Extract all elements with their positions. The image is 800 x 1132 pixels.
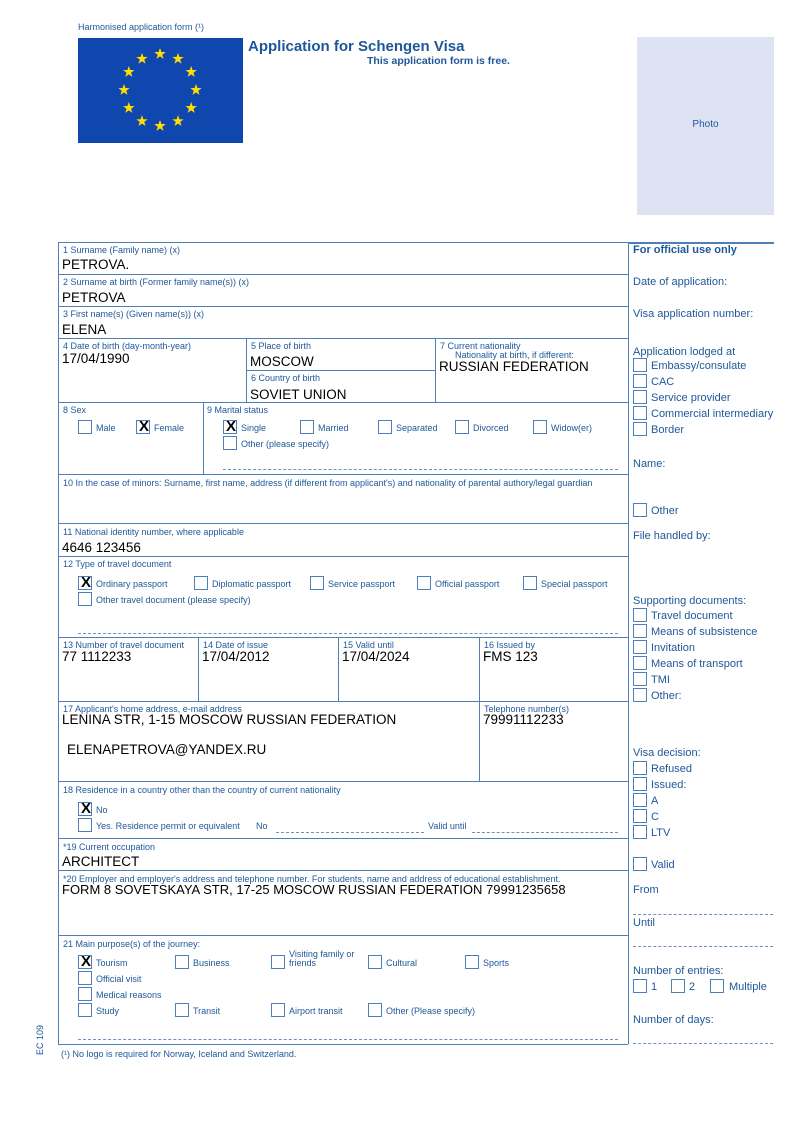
form-subtitle: This application form is free.	[367, 55, 510, 67]
visiting-checkbox[interactable]	[271, 955, 285, 969]
telephone-label: Telephone number(s)	[484, 704, 570, 714]
subsistence-checkbox[interactable]	[633, 624, 647, 638]
cultural-checkbox[interactable]	[368, 955, 382, 969]
entries-multiple-checkbox[interactable]	[710, 979, 724, 993]
valid-label: Valid	[651, 859, 675, 871]
nationality-value[interactable]: RUSSIAN FEDERATION	[439, 359, 589, 374]
eu-star-icon	[172, 115, 183, 126]
diplomatic-passport-label: Diplomatic passport	[212, 579, 292, 589]
dob-value[interactable]: 17/04/1990	[62, 351, 130, 366]
date-of-issue-value[interactable]: 17/04/2012	[202, 649, 270, 664]
official-name-label: Name:	[633, 458, 666, 470]
sup-other-label: Other:	[651, 690, 682, 702]
home-address-value[interactable]: LENINA STR, 1-15 MOSCOW RUSSIAN FEDERATION	[62, 712, 397, 727]
telephone-value[interactable]: 79991112233	[483, 712, 564, 727]
first-name-value[interactable]: ELENA	[62, 322, 107, 337]
email-value[interactable]: ELENAPETROVA@YANDEX.RU	[67, 742, 267, 757]
subsistence-label: Means of subsistence	[651, 626, 758, 638]
employer-label: *20 Employer and employer's address and telephone number. For students, name and address of educational establishment.	[63, 874, 561, 884]
diplomatic-passport-checkbox[interactable]	[194, 576, 208, 590]
embassy-checkbox[interactable]	[633, 358, 647, 372]
ltv-checkbox[interactable]	[633, 825, 647, 839]
employer-value[interactable]: FORM 8 SOVETSKAYA STR, 17-25 MOSCOW RUSSIAN FEDERATION 79991235658	[62, 882, 566, 897]
eu-star-icon	[172, 53, 183, 64]
ordinary-passport-checkbox[interactable]	[78, 576, 92, 590]
nationality-birth-label: Nationality at birth, if different:	[455, 350, 574, 360]
sports-label: Sports	[483, 958, 510, 968]
surname-at-birth-value[interactable]: PETROVA	[62, 290, 126, 305]
number-of-days-label: Number of days:	[633, 1014, 714, 1026]
male-label: Male	[96, 423, 116, 433]
divorced-label: Divorced	[473, 423, 509, 433]
ltv-label: LTV	[651, 827, 671, 839]
special-passport-checkbox[interactable]	[523, 576, 537, 590]
official-use-title: For official use only	[633, 244, 737, 256]
eu-star-icon	[190, 84, 201, 95]
date-of-issue-label: 14 Date of issue	[203, 640, 269, 650]
commercial-label: Commercial intermediary	[651, 408, 774, 420]
minors-label: 10 In the case of minors: Surname, first name, address (if different from applicant's) and nationality of parental authory/legal guardian	[63, 478, 593, 488]
nationality-label: 7 Current nationality	[440, 341, 521, 351]
valid-until-value[interactable]: 17/04/2024	[342, 649, 410, 664]
entries-1-label: 1	[651, 981, 658, 993]
sports-checkbox[interactable]	[465, 955, 479, 969]
purpose-other-checkbox[interactable]	[368, 1003, 382, 1017]
form-code: EC 109	[35, 1024, 45, 1056]
marital-other-label: Other (please specify)	[241, 439, 330, 449]
official-passport-label: Official passport	[435, 579, 500, 589]
national-id-label: 11 National identity number, where applicable	[63, 527, 244, 537]
cac-label: CAC	[651, 376, 675, 388]
entries-2-checkbox[interactable]	[671, 979, 685, 993]
first-name-label: 3 First name(s) (Given name(s)) (x)	[63, 309, 205, 319]
official-passport-checkbox[interactable]	[417, 576, 431, 590]
visa-a-label: A	[651, 795, 659, 807]
transport-checkbox[interactable]	[633, 656, 647, 670]
sup-travel-doc-label: Travel document	[651, 610, 733, 622]
medical-label: Medical reasons	[96, 990, 162, 1000]
service-provider-label: Service provider	[651, 392, 731, 404]
residence-yes-label: Yes. Residence permit or equivalent	[96, 821, 240, 831]
cultural-label: Cultural	[386, 958, 418, 968]
border-checkbox[interactable]	[633, 422, 647, 436]
sup-travel-doc-checkbox[interactable]	[633, 608, 647, 622]
invitation-label: Invitation	[651, 642, 696, 654]
widow-label: Widow(er)	[551, 423, 593, 433]
visa-c-label: C	[651, 811, 659, 823]
study-checkbox[interactable]	[78, 1003, 92, 1017]
visa-a-checkbox[interactable]	[633, 793, 647, 807]
married-label: Married	[318, 423, 349, 433]
other-travel-doc-checkbox[interactable]	[78, 592, 92, 606]
eu-star-icon	[154, 48, 165, 59]
tourism-checkbox[interactable]	[78, 955, 92, 969]
travel-doc-number-label: 13 Number of travel document	[63, 640, 185, 650]
service-passport-label: Service passport	[328, 579, 396, 589]
eu-star-icon	[185, 66, 196, 77]
place-of-birth-label: 5 Place of birth	[251, 341, 312, 351]
business-label: Business	[193, 958, 230, 968]
refused-checkbox[interactable]	[633, 761, 647, 775]
other-travel-doc-label: Other travel document (please specify)	[96, 595, 251, 605]
harmonised-label: Harmonised application form (¹)	[78, 22, 205, 32]
visa-c-checkbox[interactable]	[633, 809, 647, 823]
widow-checkbox[interactable]	[533, 420, 547, 434]
occupation-label: *19 Current occupation	[63, 842, 156, 852]
official-visit-label: Official visit	[96, 974, 142, 984]
sex-label: 8 Sex	[63, 405, 87, 415]
marital-other-checkbox[interactable]	[223, 436, 237, 450]
place-of-birth-value[interactable]: MOSCOW	[250, 354, 314, 369]
service-passport-checkbox[interactable]	[310, 576, 324, 590]
sup-other-checkbox[interactable]	[633, 688, 647, 702]
married-checkbox[interactable]	[300, 420, 314, 434]
official-visit-checkbox[interactable]	[78, 971, 92, 985]
entries-1-checkbox[interactable]	[633, 979, 647, 993]
entries-multiple-label: Multiple	[729, 981, 767, 993]
ordinary-passport-label: Ordinary passport	[96, 579, 168, 589]
official-other-label: Other	[651, 505, 679, 517]
airport-transit-label: Airport transit	[289, 1006, 343, 1016]
commercial-checkbox[interactable]	[633, 406, 647, 420]
transit-label: Transit	[193, 1006, 221, 1016]
airport-transit-checkbox[interactable]	[271, 1003, 285, 1017]
dob-label: 4 Date of birth (day-month-year)	[63, 341, 192, 351]
single-checkbox[interactable]	[223, 420, 237, 434]
residence-no-check-mark: X	[80, 800, 91, 817]
file-handled-label: File handled by:	[633, 530, 711, 542]
male-checkbox[interactable]	[78, 420, 92, 434]
eu-star-icon	[118, 84, 129, 95]
tourism-label: Tourism	[96, 958, 128, 968]
issued-by-label: 16 Issued by	[484, 640, 536, 650]
residence-no-checkbox[interactable]	[78, 802, 92, 816]
female-check-mark: X	[138, 418, 149, 435]
home-address-label: 17 Applicant's home address, e-mail address	[63, 704, 242, 714]
residence-permit-no-label: No	[256, 821, 268, 831]
single-label: Single	[241, 423, 267, 433]
travel-doc-type-label: 12 Type of travel document	[63, 559, 172, 569]
tourism-check-mark: X	[80, 953, 91, 970]
eu-star-icon	[136, 115, 147, 126]
date-of-application-label: Date of application:	[633, 276, 728, 288]
medical-checkbox[interactable]	[78, 987, 92, 1001]
tmi-checkbox[interactable]	[633, 672, 647, 686]
eu-star-icon	[123, 102, 134, 113]
residence-valid-label: Valid until	[428, 821, 467, 831]
valid-checkbox[interactable]	[633, 857, 647, 871]
border-label: Border	[651, 424, 685, 436]
purpose-other-label: Other (Please specify)	[386, 1006, 476, 1016]
visiting-label-1: Visiting family or	[289, 949, 355, 959]
country-of-birth-label: 6 Country of birth	[251, 373, 321, 383]
special-passport-label: Special passport	[541, 579, 608, 589]
form-title: Application for Schengen Visa	[248, 38, 465, 55]
eu-star-icon	[154, 120, 165, 131]
photo-box[interactable]	[637, 37, 774, 215]
visa-decision-label: Visa decision:	[633, 747, 701, 759]
entries-label: Number of entries:	[633, 965, 724, 977]
divorced-checkbox[interactable]	[455, 420, 469, 434]
issued-checkbox[interactable]	[633, 777, 647, 791]
marital-status-label: 9 Marital status	[207, 405, 269, 415]
tmi-label: TMI	[651, 674, 670, 686]
occupation-value[interactable]: ARCHITECT	[62, 854, 140, 869]
footer-note: (¹) No logo is required for Norway, Iceland and Switzerland.	[61, 1049, 297, 1059]
surname-at-birth-label: 2 Surname at birth (Former family name(s)) (x)	[63, 277, 250, 287]
residence-label: 18 Residence in a country other than the country of current nationality	[63, 785, 341, 795]
eu-stars-icon	[78, 38, 243, 143]
single-check-mark: X	[225, 418, 236, 435]
eu-flag	[78, 38, 243, 143]
visa-application-number-label: Visa application number:	[633, 308, 754, 320]
issued-label: Issued:	[651, 779, 687, 791]
travel-doc-number-value[interactable]: 77 1112233	[62, 649, 132, 664]
national-id-value[interactable]: 4646 123456	[62, 540, 141, 555]
eu-star-icon	[123, 66, 134, 77]
visiting-label-2: friends	[289, 958, 317, 968]
entries-2-label: 2	[689, 981, 696, 993]
transit-checkbox[interactable]	[175, 1003, 189, 1017]
cac-checkbox[interactable]	[633, 374, 647, 388]
residence-yes-checkbox[interactable]	[78, 818, 92, 832]
female-label: Female	[154, 423, 185, 433]
transport-label: Means of transport	[651, 658, 743, 670]
eu-star-icon	[136, 53, 147, 64]
separated-checkbox[interactable]	[378, 420, 392, 434]
surname-label: 1 Surname (Family name) (x)	[63, 245, 181, 255]
until-label: Until	[633, 917, 656, 929]
separated-label: Separated	[396, 423, 438, 433]
lodged-at-label: Application lodged at	[633, 346, 736, 358]
embassy-label: Embassy/consulate	[651, 360, 747, 372]
official-other-checkbox[interactable]	[633, 503, 647, 517]
invitation-checkbox[interactable]	[633, 640, 647, 654]
eu-star-icon	[185, 102, 196, 113]
refused-label: Refused	[651, 763, 692, 775]
country-of-birth-value[interactable]: SOVIET UNION	[250, 387, 347, 402]
business-checkbox[interactable]	[175, 955, 189, 969]
surname-value[interactable]: PETROVA.	[62, 257, 130, 272]
female-checkbox[interactable]	[136, 420, 150, 434]
photo-label: Photo	[692, 119, 719, 130]
valid-until-label: 15 Valid until	[343, 640, 394, 650]
residence-no-label: No	[96, 805, 108, 815]
from-label: From	[633, 884, 659, 896]
issued-by-value[interactable]: FMS 123	[483, 649, 538, 664]
service-provider-checkbox[interactable]	[633, 390, 647, 404]
purpose-label: 21 Main purpose(s) of the journey:	[63, 939, 201, 949]
ordinary-check-mark: X	[80, 574, 91, 591]
supporting-docs-label: Supporting documents:	[633, 595, 747, 607]
study-label: Study	[96, 1006, 120, 1016]
